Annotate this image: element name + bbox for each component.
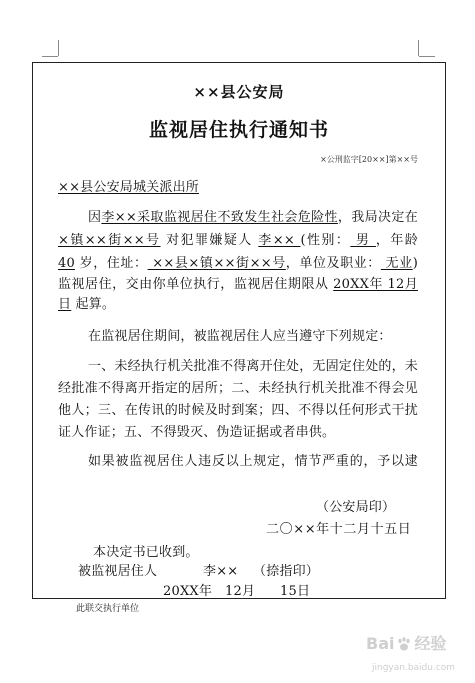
notice-text: ) (412, 256, 418, 271)
recipient: ××县公安局城关派出所 (58, 180, 199, 195)
rules-line-2: 经批准不得离开指定的居所；二、未经执行机关批准不得会见 (58, 381, 418, 396)
fingerprint-note: （捺指印） (253, 564, 320, 579)
receipt-statement: 本决定书已收到。 (93, 545, 199, 560)
notice-line-2 (58, 231, 418, 251)
crop-mark-top-right-horizontal (419, 56, 435, 57)
document-number: ×公刑监字[20××]第××号 (320, 155, 418, 164)
rules-line-4: 证人作证；五、不得毁灭、伪造证据或者串供。 (58, 425, 336, 440)
receipt-month: 12月 (225, 584, 256, 599)
notice-text: (性别： (300, 233, 351, 248)
signer-label: 被监视居住人 (78, 564, 158, 579)
watermark-logo-left: Bai (366, 634, 395, 653)
notice-text: 因 (88, 210, 102, 225)
crop-mark-top-left-horizontal (42, 56, 58, 57)
baidu-watermark-logo (366, 634, 447, 654)
crop-mark-top-left-vertical (58, 40, 59, 56)
arrest-warning: 如果被监视居住人违反以上规定，情节严重的，予以逮 (88, 454, 418, 469)
filled-start-date: 20XX年 12月 (333, 277, 418, 292)
rules-intro: 在监视居住期间，被监视居住人应当遵守下列规定： (88, 329, 392, 344)
issue-date: 二〇××年十二月十五日 (266, 522, 412, 537)
filled-reason: 李××采取监视居住不致发生社会危险性 (101, 210, 338, 225)
receipt-day: 15日 (280, 584, 311, 599)
document-title: 监视居住执行通知书 (148, 119, 329, 141)
baidu-paw-icon (396, 636, 412, 652)
watermark-logo-right: 经验 (414, 634, 447, 653)
watermark-url: jingyan.baidu.com (372, 663, 456, 673)
signer-name: 李×× (203, 564, 239, 579)
notice-line-5 (58, 295, 115, 315)
notice-text: ，单位及职业： (285, 256, 381, 271)
filled-age: 40 (58, 256, 75, 271)
filled-residence: ××县×镇××街××号 (147, 256, 286, 271)
notice-text: ，年龄 (375, 233, 418, 248)
copy-note: 此联交执行单位 (76, 604, 140, 614)
rules-line-3: 他人；三、在传讯的时候及时到案；四、不得以任何形式干扰 (58, 403, 418, 418)
notice-text: ，我局决定在 (337, 210, 418, 225)
notice-text: 对犯罪嫌疑人 (160, 233, 259, 248)
filled-occupation: 无业 (380, 256, 413, 271)
notice-line-3 (58, 254, 418, 274)
receipt-year: 20XX年 (163, 584, 213, 599)
seal-placeholder: （公安局印） (316, 500, 396, 515)
notice-text: 岁，住址： (74, 256, 148, 271)
notice-line-1 (88, 208, 418, 228)
filled-gender: 男 (350, 233, 376, 248)
filled-start-date-day: 日 (58, 297, 72, 312)
agency-name: ××县公安局 (193, 83, 285, 101)
crop-mark-top-right-vertical (418, 40, 419, 56)
rules-line-1: 一、未经执行机关批准不得离开住处，无固定住处的，未 (88, 359, 418, 374)
notice-line-4 (58, 275, 418, 295)
notice-text: 起算。 (71, 297, 116, 312)
filled-suspect-name: 李×× (258, 233, 301, 248)
notice-text: 监视居住，交由你单位执行，监视居住期限从 (58, 277, 334, 292)
filled-address: ×镇××街××号 (58, 233, 161, 248)
